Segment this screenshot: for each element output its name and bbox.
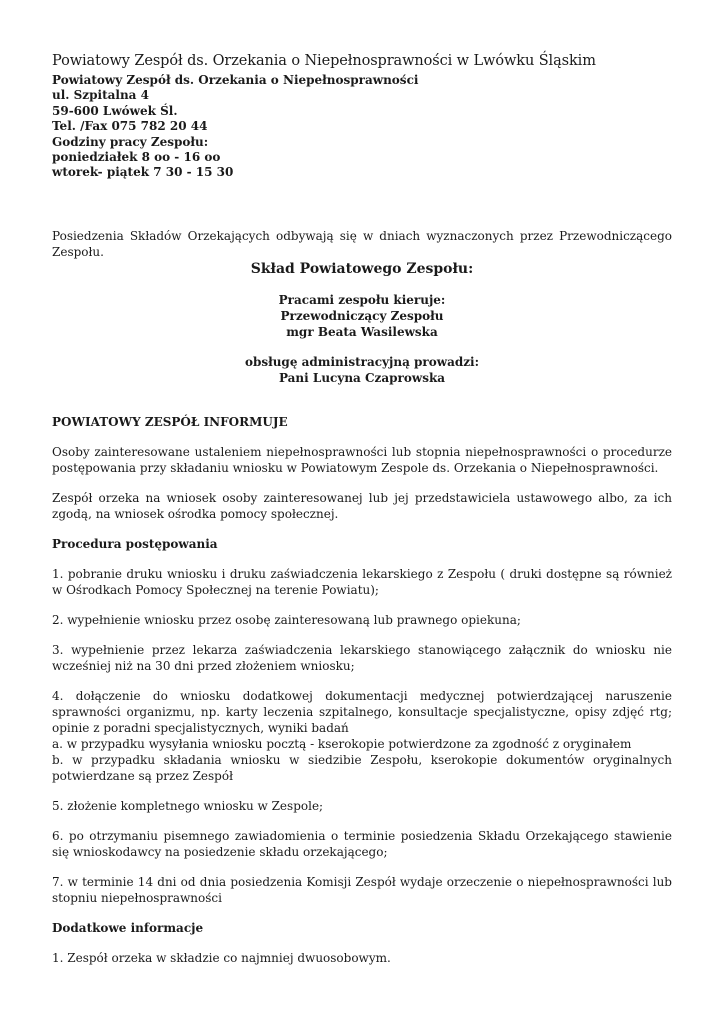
office-hours-monday: poniedziałek 8 oo - 16 oo (52, 150, 221, 165)
additional-heading: Dodatkowe informacje (52, 921, 204, 935)
procedure-step-7-wrap (52, 874, 672, 906)
sessions-intro-paragraph: Posiedzenia Składów Orzekających odbywają się w dniach wyznaczonych przez Przewodniczącego Zespołu. (52, 229, 672, 259)
admin-line-2: Pani Lucyna Czaprowska (278, 371, 446, 385)
office-street: ul. Szpitalna 4 (52, 88, 149, 103)
procedure-step-4b: b. w przypadku składania wniosku w siedzibie Zespołu, kserokopie dokumentów oryginalnych potwierdzane są przez Zespół (52, 753, 672, 783)
procedure-step-5: 5. złożenie kompletnego wniosku w Zespole; (52, 799, 324, 813)
informs-heading: POWIATOWY ZESPÓŁ INFORMUJE (52, 415, 288, 429)
leader-line-1: Pracami zespołu kieruje: (278, 293, 446, 307)
document-page (52, 52, 672, 965)
office-hours-tue-fri: wtorek- piątek 7 30 - 15 30 (52, 165, 234, 180)
procedure-step-3-wrap (52, 642, 672, 674)
informs-paragraph-2: Zespół orzeka na wniosek osoby zainteresowanej lub jej przedstawiciela ustawowego albo, za ich zgodą, na wniosek ośrodka pomocy społecznej. (52, 491, 672, 521)
leader-line-2: Przewodniczący Zespołu (280, 309, 444, 323)
office-phone: Tel. /Fax 075 782 20 44 (52, 119, 208, 134)
informs-paragraph-1: Osoby zainteresowane ustaleniem niepełnosprawności lub stopnia niepełnosprawności o procedurze postępowania przy składaniu wniosku w Powiatowym Zespole ds. Orzekania o Niepełnosprawności. (52, 445, 672, 475)
procedure-step-4: 4. dołączenie do wniosku dodatkowej dokumentacji medycznej potwierdzającej naruszenie sprawności organizmu, np. karty leczenia szpitalnego, konsultacje specjalistyczne, opisy zdjęć rtg; opinie z poradni specjalistycznych, wyniki badań (52, 689, 672, 735)
additional-item-1-wrap (52, 950, 672, 966)
composition-title: Skład Powiatowego Zespołu: (250, 261, 474, 277)
additional-item-1: 1. Zespół orzeka w składzie co najmniej dwuosobowym. (52, 951, 391, 965)
procedure-step-6-wrap (52, 828, 672, 860)
procedure-step-5-wrap (52, 798, 672, 814)
leader-line-3: mgr Beata Wasilewska (286, 325, 438, 339)
admin-line-1: obsługę administracyjną prowadzi: (244, 355, 480, 369)
procedure-step-3: 3. wypełnienie przez lekarza zaświadczenia lekarskiego stanowiącego załącznik do wniosku nie wcześniej niż na 30 dni przed złożeniem wniosku; (52, 643, 672, 673)
procedure-step-4-wrap (52, 688, 672, 784)
office-hours-label: Godziny pracy Zespołu: (52, 134, 209, 149)
procedure-step-2: 2. wypełnienie wniosku przez osobę zainteresowaną lub prawnego opiekuna; (52, 613, 521, 627)
procedure-step-1: 1. pobranie druku wniosku i druku zaświadczenia lekarskiego z Zespołu ( druki dostępne są również w Ośrodkach Pomocy Społecznej na terenie Powiatu); (52, 567, 672, 597)
procedure-heading: Procedura postępowania (52, 537, 218, 551)
procedure-step-1-wrap (52, 566, 672, 598)
additional-heading-wrap (52, 920, 672, 936)
office-name: Powiatowy Zespół ds. Orzekania o Niepełnosprawności (52, 73, 419, 87)
team-composition (52, 260, 672, 386)
procedure-step-7: 7. w terminie 14 dni od dnia posiedzenia Komisji Zespół wydaje orzeczenie o niepełnosprawności lub stopniu niepełnosprawności (52, 875, 672, 905)
informs-paragraph-2-wrap (52, 490, 672, 522)
procedure-step-6: 6. po otrzymaniu pisemnego zawiadomienia o terminie posiedzenia Składu Orzekającego stawienie się wnioskodawcy na posiedzenie składu orzekającego; (52, 829, 672, 859)
informs-heading-wrap (52, 414, 672, 430)
procedure-step-2-wrap (52, 612, 672, 628)
procedure-heading-wrap (52, 536, 672, 552)
office-postal-city: 59-600 Lwówek Śl. (52, 103, 178, 118)
procedure-step-4a: a. w przypadku wysyłania wniosku pocztą - kserokopie potwierdzone za zgodność z oryginałem (52, 737, 632, 751)
informs-paragraph-1-wrap (52, 444, 672, 476)
office-contact-block (52, 73, 672, 181)
document-title: Powiatowy Zespół ds. Orzekania o Niepełnosprawności w Lwówku Śląskim (52, 53, 596, 69)
